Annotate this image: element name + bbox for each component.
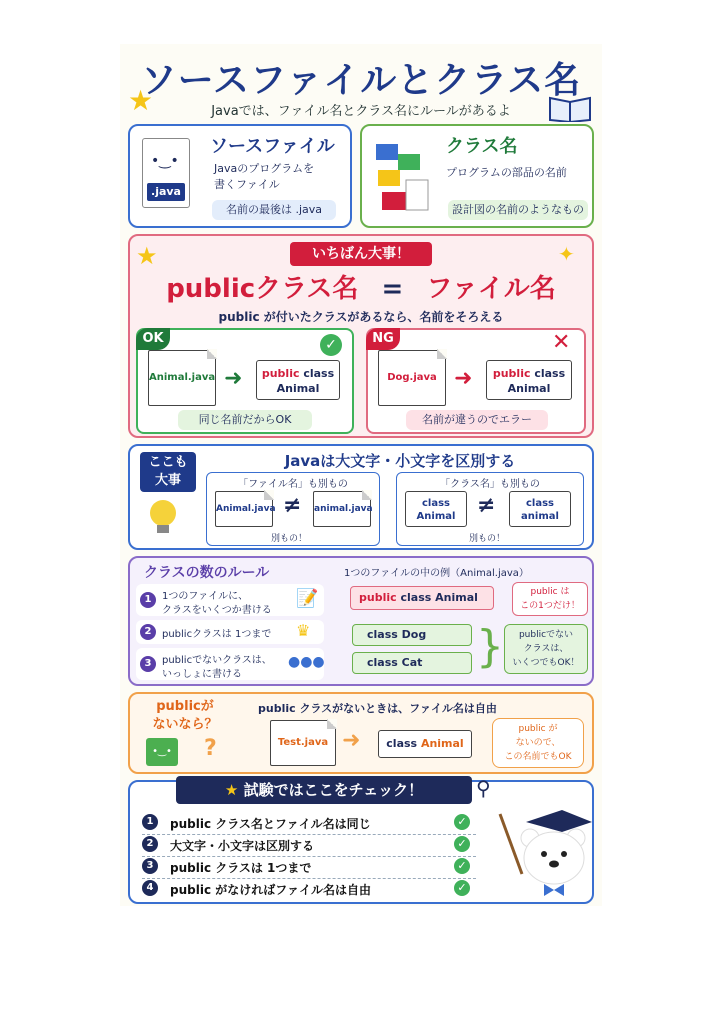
case-left-panel	[206, 472, 380, 546]
ok-class-box	[256, 360, 340, 400]
class-name-title: クラス名	[446, 136, 518, 157]
rule-3-line2: いっしょに書ける	[162, 669, 242, 680]
case-right-neq: ≠	[477, 493, 496, 518]
example-public-keyword: public	[359, 591, 397, 604]
no-public-bubble-line3: この名前でもOK	[504, 752, 572, 762]
check-icon: ✓	[320, 334, 342, 356]
bubble2-line1: publicでない	[518, 630, 574, 640]
source-file-desc-2: 書くファイル	[214, 178, 280, 191]
example-dog-class: class Dog	[352, 624, 472, 646]
case-left-neq: ≠	[283, 493, 302, 518]
ok-class-keyword: class	[303, 367, 335, 380]
bear-teacher-icon	[496, 804, 592, 902]
no-public-tag-line1: publicが	[156, 699, 214, 714]
bulb-icon	[146, 498, 180, 538]
case-right-panel	[396, 472, 584, 546]
no-public-card	[128, 692, 594, 774]
ng-file: Dog.java	[378, 350, 446, 406]
count-rules-title: クラスの数のルール	[144, 565, 270, 581]
checklist-item-4: public がなければファイル名は自由	[170, 883, 372, 897]
java-file-icon: •‿• .java	[142, 138, 190, 208]
class-name-desc: プログラムの部品の名前	[446, 166, 567, 179]
rule-2	[136, 620, 324, 644]
eq-public: public	[166, 274, 256, 304]
equation	[130, 268, 592, 305]
case-tag-line1: ここも	[148, 455, 188, 470]
bubble2-line3: いくつでもOK！	[512, 658, 580, 668]
no-public-bubble-line1: public が	[518, 724, 558, 734]
case-left-file-b: animal.java	[313, 491, 371, 527]
rule-2-line1: publicクラスは 1つまで	[162, 629, 272, 640]
bubble1-line1: public は	[530, 587, 570, 597]
checklist-num-4: 4	[142, 880, 158, 896]
star-icon: ★	[224, 781, 239, 799]
rule-3	[136, 648, 324, 680]
test-file: Test.java	[270, 720, 336, 766]
case-card	[128, 444, 594, 550]
case-tag-line2: 大事	[154, 473, 181, 488]
rule-2-num: 2	[140, 624, 156, 640]
no-public-bubble	[492, 718, 584, 768]
checklist-item-1: public クラス名とファイル名は同じ	[170, 817, 371, 831]
book-icon	[548, 94, 592, 122]
example-public-class	[350, 586, 494, 610]
ng-class-name: Animal	[507, 382, 551, 395]
rule-1-line2: クラスをいくつか書ける	[162, 605, 272, 616]
ng-note: 名前が違うのでエラー	[406, 410, 548, 430]
magnifier-icon: ⚲	[476, 776, 491, 800]
case-right-note: 別もの！	[469, 534, 506, 544]
ok-note: 同じ名前だからOK	[178, 410, 312, 430]
green-book-icon: •‿•	[146, 738, 178, 766]
eq-class: クラス名	[255, 274, 359, 304]
eq-sign: =	[381, 274, 404, 304]
divider	[142, 834, 476, 835]
class-name-note: 設計図の名前のようなもの	[448, 200, 588, 220]
case-right-a-class: class	[421, 498, 450, 509]
case-left-title: 「ファイル名」も別もの	[238, 479, 348, 490]
java-file-label: .java	[147, 183, 185, 201]
memo-icon: 📝	[296, 588, 319, 609]
case-left-note: 別もの！	[271, 534, 308, 544]
check-icon: ✓	[454, 836, 470, 852]
checklist-item-3: public クラスは 1つまで	[170, 861, 312, 875]
checklist-card	[128, 776, 594, 904]
case-left-file-a: Animal.java	[215, 491, 273, 527]
checklist-num-1: 1	[142, 814, 158, 830]
source-file-desc-1: Javaのプログラムを	[214, 162, 315, 175]
case-right-b-class: class	[525, 498, 554, 509]
ok-class-name: Animal	[276, 382, 320, 395]
no-public-bubble-line2: ないので、	[515, 738, 561, 748]
rule-1	[136, 584, 324, 616]
example-cat-class: class Cat	[352, 652, 472, 674]
blocks-icon	[372, 140, 432, 216]
eq-file: ファイル名	[426, 274, 556, 304]
case-right-title: 「クラス名」も別もの	[440, 479, 540, 490]
rule-1-line1: 1つのファイルに、	[162, 591, 249, 602]
bubble-nonpublic	[504, 624, 588, 674]
rule-1-num: 1	[140, 592, 156, 608]
case-title: Javaは大文字・小文字を区別する	[284, 452, 516, 470]
people-icon: ●●●	[288, 654, 325, 670]
ng-panel	[366, 328, 586, 434]
question-icon: ?	[204, 736, 217, 761]
case-right-box-b	[509, 491, 571, 527]
checklist-num-2: 2	[142, 836, 158, 852]
checklist-title: 試験ではここをチェック！	[243, 781, 424, 799]
example-public-rest: class Animal	[400, 591, 478, 604]
important-desc: public が付いたクラスがあるなら、名前をそろえる	[218, 310, 504, 324]
rule-3-num: 3	[140, 656, 156, 672]
star-icon: ★	[128, 84, 154, 117]
ok-file: Animal.java	[148, 350, 216, 406]
no-public-class-keyword: class	[386, 737, 418, 750]
case-right-box-a	[405, 491, 467, 527]
ng-public-keyword: public	[492, 367, 531, 380]
ok-panel	[136, 328, 354, 434]
arrow-right-icon: ➜	[454, 366, 473, 391]
case-tag	[140, 452, 196, 492]
rule-3-line1: publicでないクラスは、	[162, 655, 272, 666]
checklist-item-2: 大文字・小文字は区別する	[170, 839, 315, 853]
no-public-class-name: Animal	[420, 737, 464, 750]
source-file-note: 名前の最後は .java	[212, 200, 336, 220]
important-banner: いちばん大事！	[290, 242, 432, 266]
case-right-b-name: animal	[521, 511, 559, 522]
class-name-card	[360, 124, 594, 228]
checklist-num-3: 3	[142, 858, 158, 874]
ok-public-keyword: public	[261, 367, 300, 380]
cross-icon: ✕	[552, 330, 571, 355]
divider	[142, 856, 476, 857]
most-important-card	[128, 234, 594, 438]
no-public-class-box	[378, 730, 472, 758]
bubble-public-only	[512, 582, 588, 616]
no-public-tag	[142, 698, 228, 734]
source-file-card	[128, 124, 352, 228]
star-icon: ★	[136, 242, 158, 270]
ng-badge: NG	[366, 328, 400, 350]
example-title: 1つのファイルの中の例（Animal.java）	[344, 568, 529, 579]
bubble1-line2: この1つだけ！	[520, 601, 580, 611]
checklist-banner	[176, 776, 472, 804]
count-rules-card	[128, 556, 594, 686]
page-title: ソースファイルとクラス名	[140, 60, 582, 101]
check-icon: ✓	[454, 880, 470, 896]
ng-class-keyword: class	[534, 367, 566, 380]
infographic-sheet	[120, 44, 602, 906]
case-right-a-name: Animal	[416, 511, 456, 522]
source-file-title: ソースファイル	[210, 136, 335, 157]
sparkle-icon: ✦	[558, 242, 575, 266]
brace: }	[476, 621, 504, 672]
check-icon: ✓	[454, 814, 470, 830]
check-icon: ✓	[454, 858, 470, 874]
no-public-tag-line2: ないなら？	[152, 717, 218, 732]
ok-badge: OK	[136, 328, 170, 350]
crown-icon: ♛	[296, 621, 311, 640]
bubble2-line2: クラスは、	[523, 644, 569, 654]
arrow-right-icon: ➜	[224, 366, 243, 391]
no-public-desc: public クラスがないときは、ファイル名は自由	[258, 702, 497, 715]
arrow-right-icon: ➜	[342, 728, 361, 753]
page-subtitle: Javaでは、ファイル名とクラス名にルールがあるよ	[211, 104, 511, 119]
ng-class-box	[486, 360, 572, 400]
divider	[142, 878, 476, 879]
